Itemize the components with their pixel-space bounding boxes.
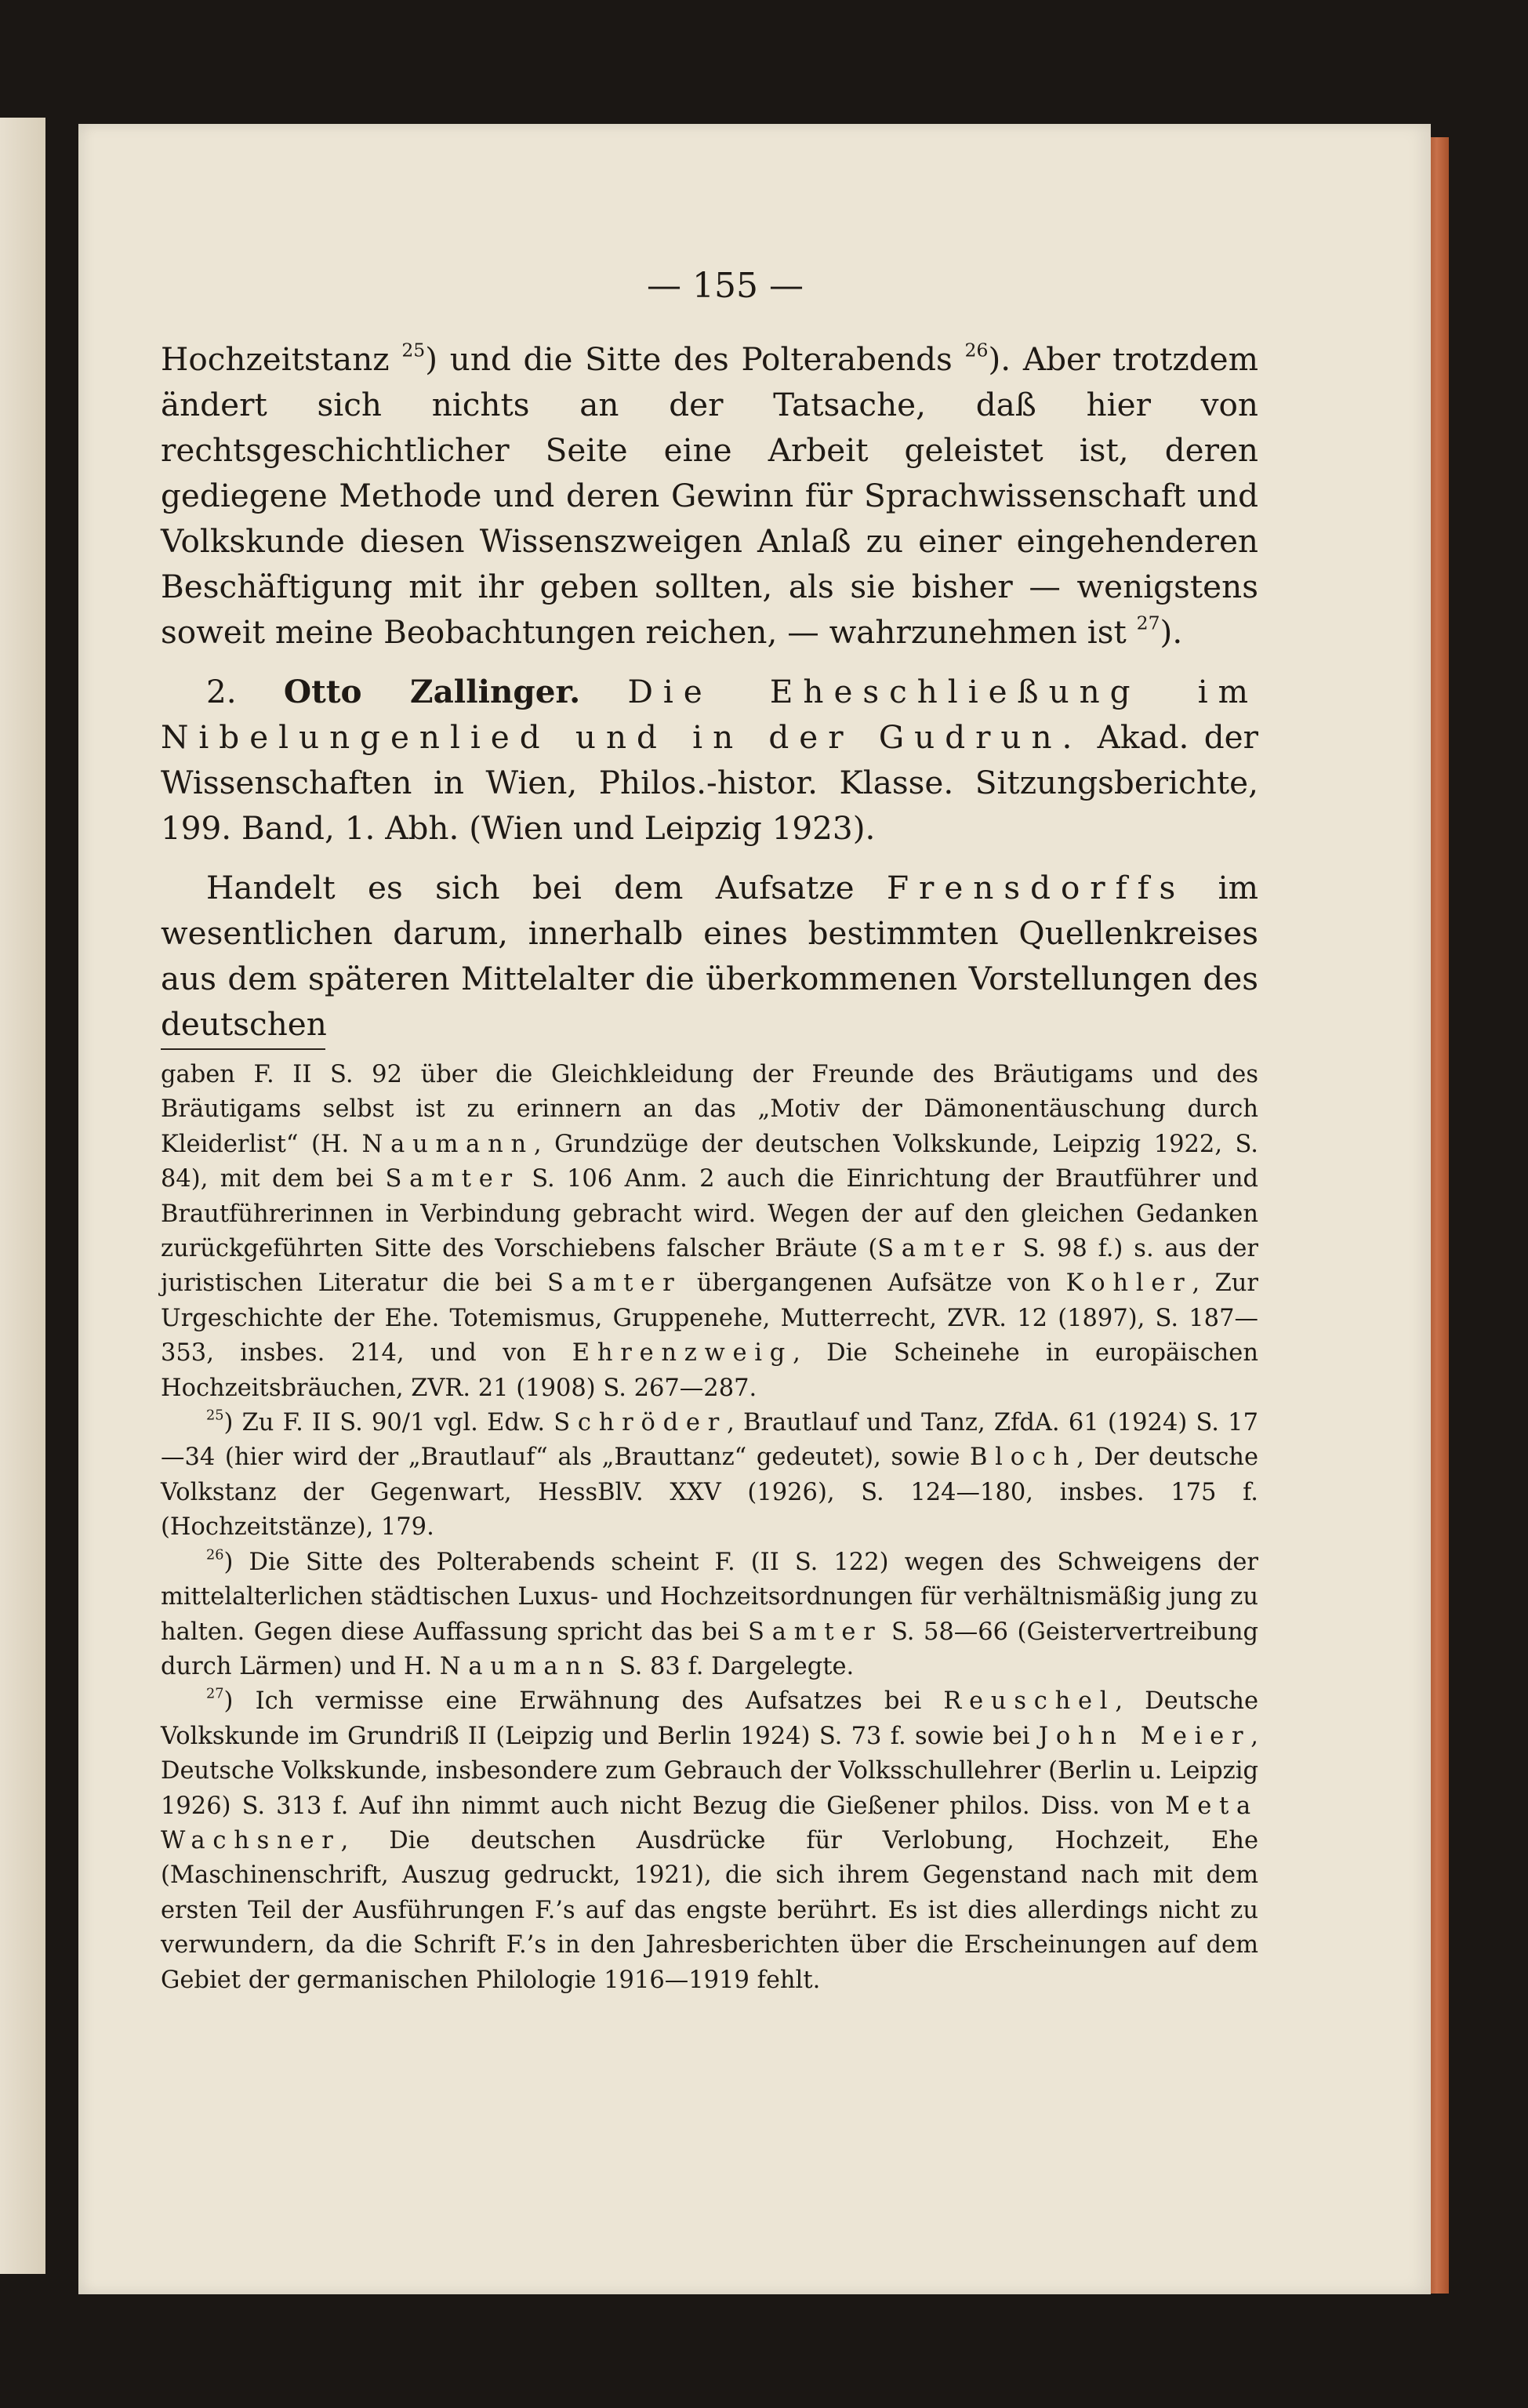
spaced-name: Naumann — [361, 1130, 534, 1158]
spaced-name: Reuschel — [943, 1687, 1116, 1716]
text-run: S. 83 f. Dargelegte. — [612, 1652, 855, 1680]
work-title: Die Eheschließung im Nibelungenlied und in der Gudrun. — [161, 673, 1258, 756]
footnote-26 — [161, 1545, 1258, 1685]
footnote-continuation — [161, 1058, 1258, 1406]
text-run — [580, 673, 627, 710]
text-run: , Die deutschen Ausdrücke für Verlobung, Hochzeit, Ehe (Maschinenschrift, Auszug gedruckt, 1921), die sich ihrem Gegenstand nach mit dem ersten Teil der Ausführungen F.’s auf das engste berührt. Es ist dies allerdings nicht zu verwundern, da die Schrift F.’s in den Jahresberichten über die Erscheinungen auf dem Gebiet der germanischen Philologie 1916—1919 fehlt. — [161, 1826, 1258, 1994]
paragraph-continuation — [161, 336, 1258, 655]
text-run: Hochzeitstanz — [161, 340, 402, 378]
text-run: , Zur Urgeschichte der Ehe. Totemismus, Gruppenehe, Mutterrecht, ZVR. 12 (1897), S. 187—353, insbes. 214, und von — [161, 1269, 1258, 1367]
text-run: ). Aber trotzdem ändert sich nichts an der Tatsache, daß hier von rechtsgeschichtlicher Seite eine Arbeit geleistet ist, deren gediegene Methode und deren Gewinn für Sprachwissenschaft und Volkskunde diesen Wissenszweigen Anlaß zu einer eingehenderen Beschäftigung mit ihr geben sollten, als sie bisher — wenigstens soweit meine Beobachtungen reichen, — wahrzunehmen ist — [161, 340, 1258, 651]
text-run: ) Die Sitte des Polterabends scheint F. (II S. 122) wegen des Schweigens der mittelalterlichen städtischen Luxus- und Hochzeitsordnungen für verhältnismäßig jung zu halten. Gegen diese Auffassung spricht das bei — [161, 1548, 1258, 1646]
text-run: , Deutsche Volkskunde, insbesondere zum Gebrauch der Volksschullehrer (Berlin u. Leipzig 1926) S. 313 f. Auf ihn nimmt auch nicht Bezug die Gießener philos. Diss. von — [161, 1722, 1258, 1820]
text-run: im wesentlichen darum, innerhalb eines bestimmten Quellenkreises aus dem späteren Mittelalter die überkommenen Vorstellungen des deutschen — [161, 869, 1258, 1043]
footnote-ref-25: 25 — [401, 339, 426, 361]
text-run: , Der deutsche Volkstanz der Gegenwart, HessBlV. XXV (1926), S. 124—180, insbes. 175 f. (Hochzeitstänze), 179. — [161, 1444, 1258, 1542]
footnote-ref-26: 26 — [964, 339, 989, 361]
author-name: Otto Zallinger. — [283, 673, 581, 710]
text-run: Handelt es sich bei dem Aufsatze — [206, 869, 887, 906]
spaced-name: Bloch — [970, 1444, 1077, 1472]
spaced-name: John Meier — [1038, 1722, 1251, 1750]
page-number: — 155 — — [647, 266, 804, 306]
footnotes — [161, 1058, 1258, 1998]
publication-details: Akad. der Wissenschaften in Wien, Philos.-histor. Klasse. Sitzungsberichte, 199. Band, 1. Abh. (Wien und Leipzig 1923). — [161, 718, 1258, 847]
footnote-25 — [161, 1406, 1258, 1545]
text-run: , Deutsche Volkskunde im Grundriß II (Leipzig und Berlin 1924) S. 73 f. sowie bei — [161, 1687, 1258, 1750]
spaced-name: Schröder — [553, 1409, 728, 1437]
text-run: ) Ich vermisse eine Erwähnung des Aufsatzes bei — [223, 1687, 944, 1716]
spaced-name: Naumann — [439, 1652, 612, 1680]
paragraph — [161, 865, 1258, 1047]
spaced-name: Samter — [877, 1235, 1012, 1263]
spaced-name: Samter — [547, 1269, 682, 1298]
spaced-name: Ehrenzweig — [572, 1339, 793, 1367]
text-run: gaben F. II S. 92 über die Gleichkleidung der Freunde des Bräutigams und des Bräutigams selbst ist zu erinnern an das „Motiv der Dämonentäuschung durch Kleiderlist“ (H. — [161, 1061, 1258, 1158]
footnote-rule — [161, 1048, 325, 1050]
book-page — [78, 124, 1431, 2294]
footnote-marker: 27 — [206, 1687, 224, 1703]
footnote-27 — [161, 1684, 1258, 1998]
footnote-marker: 25 — [206, 1407, 224, 1424]
main-text — [161, 336, 1258, 1047]
spaced-name: Samter — [748, 1618, 883, 1646]
footnote-marker: 26 — [206, 1547, 224, 1564]
text-run: , Grundzüge der deutschen Volkskunde, Leipzig 1922, S. 84), mit dem bei — [161, 1130, 1258, 1193]
text-run: ) Zu F. II S. 90/1 vgl. Edw. — [223, 1409, 554, 1437]
text-run: , Brautlauf und Tanz, ZfdA. 61 (1924) S. 17—34 (hier wird der „Brautlauf“ als „Brauttanz“ gedeutet), sowie — [161, 1409, 1258, 1472]
text-run: S. 98 f.) s. aus der juristischen Literatur die bei — [161, 1235, 1259, 1298]
spaced-name: Meta Wachsner — [161, 1792, 1258, 1854]
text-run: ) und die Sitte des Polterabends — [425, 340, 965, 378]
text-run: , Die Scheinehe in europäischen Hochzeitsbräuchen, ZVR. 21 (1908) S. 267—287. — [161, 1339, 1258, 1402]
text-run: S. 106 Anm. 2 auch die Einrichtung der Brautführer und Brautführerinnen in Verbindung gebracht wird. Wegen der auf den gleichen Gedanken zurückgeführten Sitte des Vorschiebens falscher Bräute ( — [161, 1165, 1258, 1263]
review-entry — [161, 669, 1258, 851]
entry-number: 2. — [206, 673, 284, 710]
text-run: ). — [1160, 613, 1183, 651]
footnote-ref-27: 27 — [1136, 612, 1160, 634]
facing-page-edge — [0, 118, 45, 2274]
page-content — [161, 266, 1259, 1998]
spaced-name: Frensdorffs — [886, 869, 1186, 906]
text-run: S. 58—66 (Geistervertreibung durch Lärmen) und H. — [161, 1618, 1258, 1680]
text-run: übergangenen Aufsätze von — [681, 1269, 1066, 1298]
spaced-name: Samter — [385, 1165, 520, 1193]
spaced-name: Kohler — [1065, 1269, 1192, 1298]
